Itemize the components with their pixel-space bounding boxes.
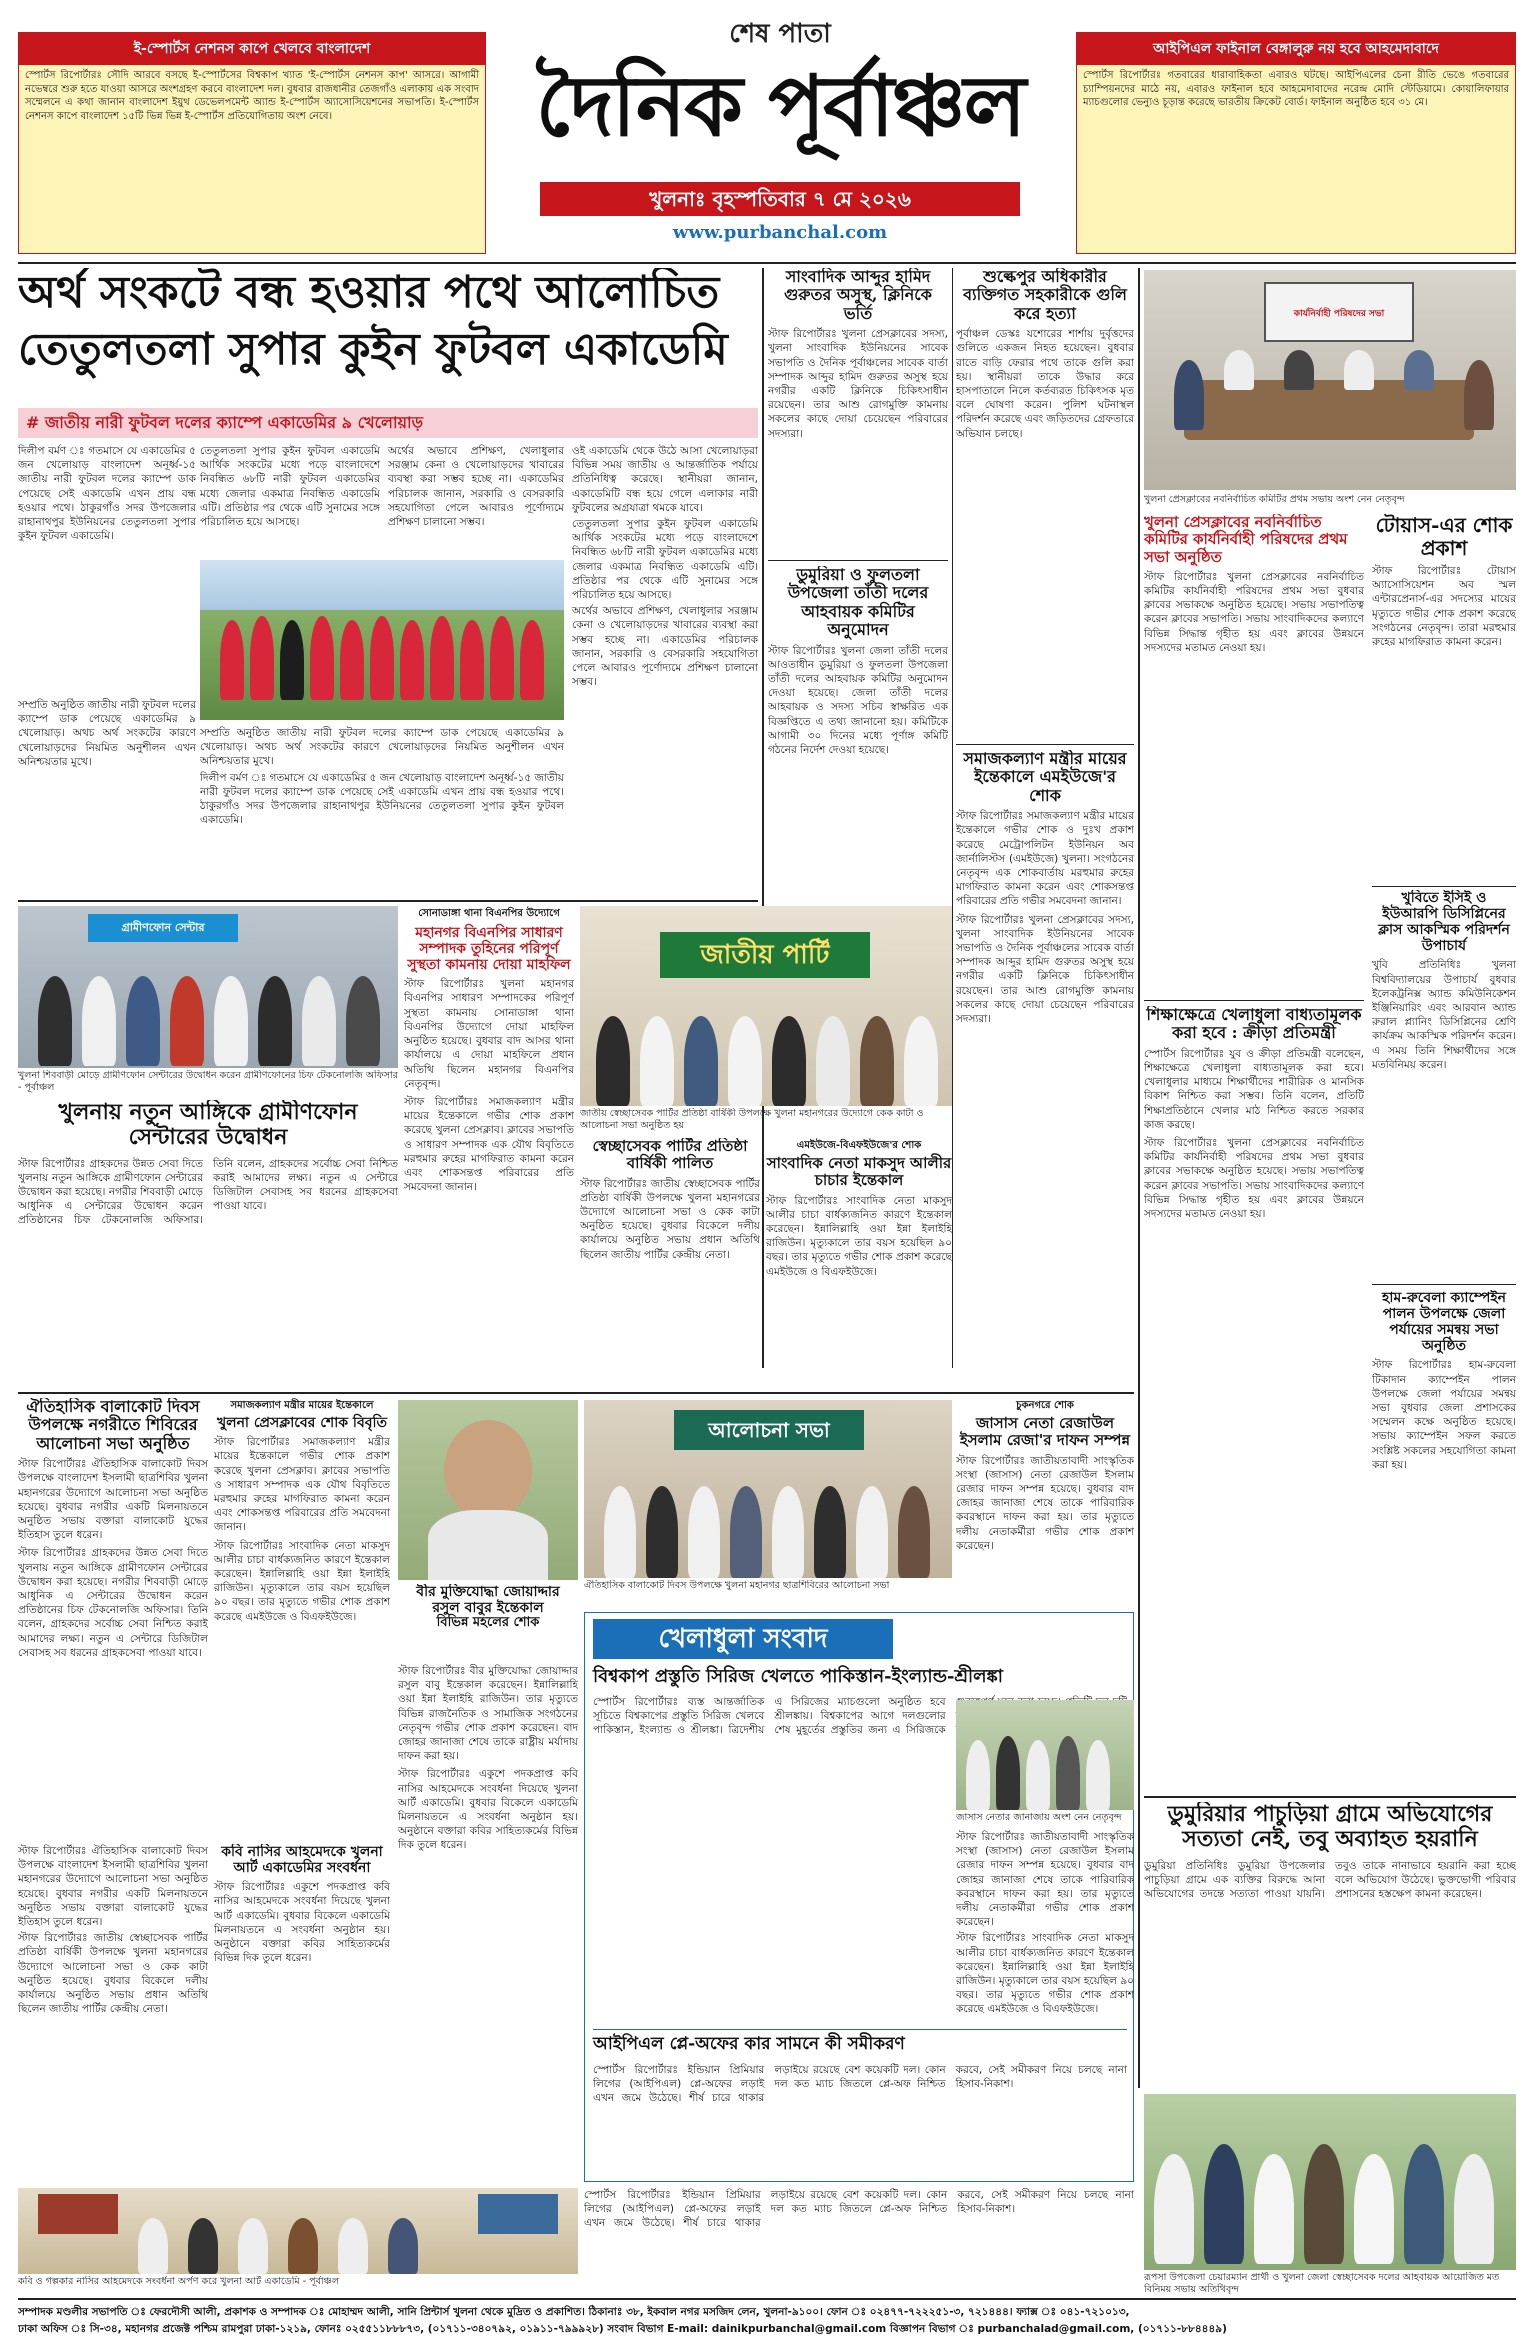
right-story-3 bbox=[1372, 890, 1516, 1280]
story-shibir-headline: ঐতিহাসিক বালাকোট দিবস উপলক্ষে নগরীতে শিবিরের আলোচনা সভা অনুষ্ঠিত bbox=[26, 1398, 200, 1453]
shibir-photo-caption: ঐতিহাসিক বালাকোট দিবস উপলক্ষে খুলনা মহানগর ছাত্রশিবিরের আলোচনা সভা bbox=[584, 1580, 890, 1591]
right-rule-4 bbox=[1144, 1796, 1516, 1798]
right-story-6 bbox=[1144, 1802, 1516, 2092]
story-grameen bbox=[18, 1100, 398, 1390]
team-photo bbox=[200, 560, 564, 720]
col4-story-2-body: স্টাফ রিপোর্টারঃ সমাজকল্যাণ মন্ত্রীর মায়ের ইন্তেকালে গভীর শোক ও দুঃখ প্রকাশ করেছে মেট্রোপলিটন ইউনিয়ন অব জার্নালিস্টস (এমইউজে) খুলনা। সংগঠনের নেতৃবৃন্দ এক শোকবার্তায় মরহুমার রুহের মাগফিরাত কামনা করেন এবং শোকসন্তপ্ত পরিবারের প্রতি গভীর সমবেদনা জানান। bbox=[956, 810, 1134, 908]
lead-paragraph: সম্প্রতি অনুষ্ঠিত জাতীয় নারী ফুটবল দলের ক্যাম্পে ডাক পেয়েছে একাডেমির ৯ খেলোয়াড়। অথচ অর্থ সংকটের কারণে খেলোয়াড়দের নিয়মিত অনুশীলন এখন অনিশ্চয়তার মুখে। bbox=[200, 727, 564, 768]
sports-header-bar bbox=[593, 1619, 893, 1659]
story-nasir-headline: কবি নাসির আহমেদকে খুলনা আর্ট একাডেমির সংবর্ধনা bbox=[221, 1844, 383, 1877]
story-nasir-body: স্টাফ রিপোর্টারঃ একুশে পদকপ্রাপ্ত কবি নাসির আহমেদকে সংবর্ধনা দিয়েছে খুলনা আর্ট একাডেমি। বুধবার বিকেলে একাডেমি মিলনায়তনে এ সংবর্ধনা অনুষ্ঠান হয়। অনুষ্ঠানে বক্তারা কবির সাহিত্যকর্মের বিভিন্ন দিক তুলে ধরেন। bbox=[214, 1881, 390, 1965]
dateline: খুলনাঃ বৃহস্পতিবার ৭ মে ২০২৬ bbox=[649, 187, 911, 211]
sports-story-1-body: স্পোর্টস রিপোর্টারঃ ব্যস্ত আন্তর্জাতিক সূচিতে বিশ্বকাপের প্রস্তুতি সিরিজ খেলবে পাকিস্তান, ইংল্যান্ড ও শ্রীলঙ্কা। ত্রিদেশীয় এ সিরিজের ম্যাচগুলো অনুষ্ঠিত হবে শ্রীলঙ্কায়। বিশ্বকাপের আগে দলগুলোর শেষ মুহূর্তের প্রস্তুতির জন্য এ সিরিজকে bbox=[593, 1696, 946, 1737]
story-sonadanga-body: স্টাফ রিপোর্টারঃ খুলনা মহানগর বিএনপির সাধারণ সম্পাদকের পরিপূর্ণ সুস্থতা কামনায় সোনাডাঙ্গা থানা বিএনপির উদ্যোগে দোয়া মাহফিল অনুষ্ঠিত হয়েছে। বুধবার বাদ আসর থানা কার্যালয়ে এ দোয়া মাহফিলে প্রধান অতিথি ছিলেন মহানগর বিএনপির নেতৃবৃন্দ। bbox=[404, 978, 574, 1090]
story-shok bbox=[214, 1398, 390, 1838]
right-story-2-headline: টোয়াস-এর শোক প্রকাশ bbox=[1375, 514, 1513, 560]
masthead-right-box bbox=[1076, 32, 1516, 254]
col3-story-2-headline: ডুমুরিয়া ও ফুলতলা উপজেলা তাঁতী দলের আহবায়ক কমিটির অনুমোদন bbox=[787, 566, 929, 640]
right-story-4 bbox=[1144, 1006, 1364, 1646]
story-shibir-cont-text: স্টাফ রিপোর্টারঃ জাতীয় স্বেচ্ছাসেবক পার্টির প্রতিষ্ঠা বার্ষিকী উপলক্ষে খুলনা মহানগরের উদ্যোগে আলোচনা সভা ও কেক কাটা অনুষ্ঠিত হয়েছে। বুধবার বিকেলে দলীয় কার্যালয়ে অনুষ্ঠিত সভায় প্রধান অতিথি ছিলেন জাতীয় পার্টির কেন্দ্রীয় নেতা। bbox=[18, 1932, 208, 2016]
portrait-caption-3: বিভিন্ন মহলের শোক bbox=[436, 1615, 540, 1631]
lead-paragraph: দিলীপ বর্মণ ঃ গতমাসে যে একাডেমির ৫ জন খেলোয়াড় বাংলাদেশ অনূর্ধ্ব-১৫ জাতীয় নারী ফুটবল দলের ক্যাম্পে ডাক পেয়েছে সেই একাডেমি এখন প্রায় বন্ধ হওয়ার পথে। ঠাকুরগাঁও সদর উপজেলার রাহানাথপুর ইউনিয়নের তেতুলতলা সুপার কুইন ফুটবল একাডেমি। bbox=[18, 445, 196, 543]
footer-line-2: ঢাকা অফিস ঃ সি-৩৪, মহানগর প্রজেক্ট পশ্চিম রামপুরা ঢাকা-১২১৯, ফোনঃ ০২৫৫১১৮৮৮৭৩, (০১৭১১-৩৪০৭৯২, ০১৯১১-৭৯৯৯২৮) সংবাদ বিভাগ E-mail: dainikpurbanchal@gmail.com বিজ্ঞাপন বিভাগ ঃ purbanchalad@gmail.com, (০১৭১১-৮৮৪৪৪৯) bbox=[18, 2323, 1227, 2335]
jp-photo bbox=[580, 906, 952, 1106]
sports-below bbox=[584, 2188, 1134, 2288]
shibir-photo bbox=[584, 1400, 952, 1578]
banner-text: আলোচনা সভা bbox=[708, 1418, 830, 1442]
middle-row-rule bbox=[18, 1392, 1134, 1394]
jasas-photo bbox=[956, 1700, 1134, 1810]
screen-text: কার্যনির্বাহী পরিষদের সভা bbox=[1293, 309, 1385, 319]
footer bbox=[18, 2304, 1516, 2344]
grameen-photo-caption: খুলনা শিববাড়ী মোড়ে গ্রামীণফোন সেন্টারের উদ্বোধন করেন গ্রামীণফোনের চিফ টেকনোলজি অফিসার - পূর্বাঞ্চল bbox=[18, 1070, 398, 1093]
right-story-1-body: স্টাফ রিপোর্টারঃ খুলনা প্রেসক্লাবের নবনির্বাচিত কমিটির কার্যনির্বাহী পরিষদের প্রথম সভা বুধবার ক্লাবের সভাকক্ষে অনুষ্ঠিত হয়েছে। সভায় সভাপতিত্ব করেন ক্লাবের সভাপতি। সভায় সাংবাদিকদের কল্যাণে বিভিন্ন সিদ্ধান্ত গৃহীত হয় এবং ক্লাবের উন্নয়নে সদস্যদের মতামত নেওয়া হয়। bbox=[1144, 570, 1364, 654]
lead-rule-right bbox=[762, 268, 764, 1368]
story-shok-kicker: সমাজকল্যাণ মন্ত্রীর মায়ের ইন্তেকালে bbox=[230, 1400, 374, 1411]
story-shibir-cont bbox=[18, 1844, 208, 2184]
right-story-4-headline: শিক্ষাক্ষেত্রে খেলাধুলা বাধ্যতামূলক করা হবে : ক্রীড়া প্রতিমন্ত্রী bbox=[1146, 1006, 1362, 1043]
story-shibir-body: স্টাফ রিপোর্টারঃ গ্রাহকদের উন্নত সেবা দিতে খুলনায় নতুন আঙ্গিকে গ্রামীণফোন সেন্টারের উদ্বোধন করা হয়েছে। নগরীর শিববাড়ী মোড়ে আধুনিক এ সেন্টারের উদ্বোধন করেন প্রতিষ্ঠানের চিফ টেকনোলজি অফিসার। তিনি বলেন, গ্রাহকদের সর্বোচ্চ সেবা নিশ্চিত করাই আমাদের লক্ষ্য। নতুন এ সেন্টারে ডিজিটাল সেবাসহ সব ধরনের গ্রাহকসেবা পাওয়া যাবে। bbox=[18, 1547, 208, 1659]
left-box-headline: ই-স্পোর্টস নেশনস কাপে খেলবে বাংলাদেশ bbox=[19, 33, 485, 65]
grameen-photo bbox=[18, 906, 398, 1068]
art-academy-photo bbox=[18, 2188, 578, 2274]
col4-story-2 bbox=[956, 750, 1134, 1370]
lead-subhead bbox=[18, 408, 758, 438]
story-grameen-body: স্টাফ রিপোর্টারঃ গ্রাহকদের উন্নত সেবা দিতে খুলনায় নতুন আঙ্গিকে গ্রামীণফোন সেন্টারের উদ্বোধন করা হয়েছে। নগরীর শিববাড়ী মোড়ে আধুনিক এ সেন্টারের উদ্বোধন করেন প্রতিষ্ঠানের চিফ টেকনোলজি অফিসার। তিনি বলেন, গ্রাহকদের সর্বোচ্চ সেবা নিশ্চিত করাই আমাদের লক্ষ্য। নতুন এ সেন্টারে ডিজিটাল সেবাসহ সব ধরনের গ্রাহকসেবা পাওয়া যাবে। bbox=[18, 1157, 398, 1227]
story-mujib bbox=[766, 1138, 952, 1386]
col3-rule bbox=[768, 560, 948, 561]
right-story-6-headline: ডুমুরিয়ার পাচুড়িয়া গ্রামে অভিযোগের সত্যতা নেই, তবু অব্যাহত হয়রানি bbox=[1167, 1802, 1493, 1853]
story-mujib-body: স্টাফ রিপোর্টারঃ সাংবাদিক নেতা মাকসুদ আলীর চাচা বার্ধক্যজনিত কারণে ইন্তেকাল করেছেন। ইন্নালিল্লাহি ওয়া ইন্না ইলাইহি রাজিউন। মৃত্যুকালে তার বয়স হয়েছিল ৯০ বছর। তার মৃত্যুতে গভীর শোক প্রকাশ করেছে এমইউজে ও বিএফইউজে। bbox=[766, 1194, 952, 1278]
right-story-4-body: স্পোর্টস রিপোর্টারঃ যুব ও ক্রীড়া প্রতিমন্ত্রী বলেছেন, শিক্ষাক্ষেত্রে খেলাধুলা বাধ্যতামূলক করা হবে। খেলাধুলার মাধ্যমে শিক্ষার্থীদের শারীরিক ও মানসিক বিকাশ নিশ্চিত করা সম্ভব। তিনি বলেন, প্রতিটি শিক্ষাপ্রতিষ্ঠানে খেলার মাঠ নিশ্চিত করতে সরকার কাজ করছে। bbox=[1144, 1047, 1364, 1131]
sports-story-1-headline: বিশ্বকাপ প্রস্তুতি সিরিজ খেলতে পাকিস্তান-ইংল্যান্ড-শ্রীলঙ্কা bbox=[593, 1666, 1004, 1687]
col3-story-1 bbox=[768, 268, 948, 554]
story-jasas-body: স্টাফ রিপোর্টারঃ জাতীয়তাবাদী সাংস্কৃতিক সংস্থা (জাসাস) নেতা রেজাউল ইসলাম রেজার দাফন সম্পন্ন হয়েছে। বুধবার বাদ জোহর জানাজা শেষে তাকে পারিবারিক কবরস্থানে দাফন করা হয়। তার মৃত্যুতে দলীয় নেতাকর্মীরা গভীর শোক প্রকাশ করেছেন। bbox=[956, 1454, 1134, 1552]
right-story-1 bbox=[1144, 514, 1364, 994]
lead-body-col-4 bbox=[572, 444, 758, 896]
story-jasas-cont bbox=[956, 1830, 1134, 2184]
lead-paragraph: তেতুলতলা সুপার কুইন ফুটবল একাডেমি আর্থিক সংকটের মধ্যে পড়ে বাংলাদেশে নিবন্ধিত ৬৮টি নারী ফুটবল একাডেমির মধ্যে জেলার একমাত্র নিবন্ধিত একাডেমি এটি। প্রতিষ্ঠার পর থেকে এটি সুনামের সঙ্গে পরিচালিত হয়ে আসছে। bbox=[200, 445, 380, 529]
story-shibir-body: স্টাফ রিপোর্টারঃ ঐতিহাসিক বালাকোট দিবস উপলক্ষে বাংলাদেশ ইসলামী ছাত্রশিবির খুলনা মহানগরের উদ্যোগে আলোচনা সভা অনুষ্ঠিত হয়েছে। বুধবার নগরীর একটি মিলনায়তনে অনুষ্ঠিত সভায় বক্তারা বালাকোট যুদ্ধের ইতিহাস তুলে ধরেন। bbox=[18, 1458, 208, 1542]
jp-banner-text: জাতীয় পার্টি bbox=[700, 940, 830, 970]
section-title: শেষ পাতা bbox=[729, 19, 831, 49]
story-babu bbox=[398, 1664, 578, 2184]
jp-photo-caption: জাতীয় স্বেচ্ছাসেবক পার্টির প্রতিষ্ঠা বার্ষিকী উপলক্ষে খুলনা মহানগরের উদ্যোগে কেক কাটা ও আলোচনা সভা অনুষ্ঠিত হয় bbox=[580, 1108, 924, 1131]
story-sonadanga-kicker: সোনাডাঙ্গা থানা বিএনপির উদ্যোগে bbox=[418, 908, 560, 919]
col4-story-2-headline: সমাজকল্যাণ মন্ত্রীর মায়ের ইন্তেকালে এমইউজে'র শোক bbox=[963, 750, 1127, 805]
lead-body-col-1 bbox=[18, 444, 196, 690]
story-shibir bbox=[18, 1398, 208, 1838]
dateline-bar bbox=[540, 182, 1020, 216]
lead-body-col-5 bbox=[200, 726, 564, 896]
story-jasas-cont-text: স্টাফ রিপোর্টারঃ জাতীয়তাবাদী সাংস্কৃতিক সংস্থা (জাসাস) নেতা রেজাউল ইসলাম রেজার দাফন সম্পন্ন হয়েছে। বুধবার বাদ জোহর জানাজা শেষে তাকে পারিবারিক কবরস্থানে দাফন করা হয়। তার মৃত্যুতে দলীয় নেতাকর্মীরা গভীর শোক প্রকাশ করেছেন। bbox=[956, 1831, 1134, 1929]
footer-rule bbox=[18, 2298, 1516, 2300]
right-story-4-body: স্টাফ রিপোর্টারঃ খুলনা প্রেসক্লাবের নবনির্বাচিত কমিটির কার্যনির্বাহী পরিষদের প্রথম সভা বুধবার ক্লাবের সভাকক্ষে অনুষ্ঠিত হয়েছে। সভায় সভাপতিত্ব করেন ক্লাবের সভাপতি। সভায় সাংবাদিকদের কল্যাণে বিভিন্ন সিদ্ধান্ত গৃহীত হয় এবং ক্লাবের উন্নয়নে সদস্যদের মতামত নেওয়া হয়। bbox=[1144, 1137, 1364, 1221]
portrait-caption-1: বীর মুক্তিযোদ্ধা জোয়াদ্দার bbox=[416, 1584, 560, 1600]
col4-story-1-body: পূর্বাঞ্চল ডেস্কঃ যশোরের শার্শায় দুর্বৃত্তদের গুলিতে একজন নিহত হয়েছেন। বুধবার রাতে বাড়ি ফেরার পথে তাকে গুলি করা হয়। স্থানীয়রা তাকে উদ্ধার করে হাসপাতালে নিলে কর্তব্যরত চিকিৎসক মৃত বলে ঘোষণা করেন। পুলিশ ঘটনাস্থল পরিদর্শন করেছে এবং জড়িতদের গ্রেফতারে অভিযান চলছে। bbox=[956, 328, 1134, 440]
sports-story-2-headline: আইপিএল প্লে-অফের কার সামনে কী সমীকরণ bbox=[593, 2034, 905, 2054]
pressclub-photo-caption: খুলনা প্রেসক্লাবের নবনির্বাচিত কমিটির প্রথম সভায় অংশ নেন নেতৃবৃন্দ bbox=[1144, 494, 1405, 505]
col4-story-1-headline: শুল্কেপুর অধিকারীর ব্যক্তিগত সহকারীকে গুলি করে হত্যা bbox=[963, 268, 1127, 323]
lead-body-col-3 bbox=[388, 444, 564, 554]
right-left-rule bbox=[1138, 268, 1140, 2088]
sports-below-text: স্পোর্টস রিপোর্টারঃ ইন্ডিয়ান প্রিমিয়ার লিগের (আইপিএল) প্লে-অফের লড়াই এখন জমে উঠেছে। শীর্ষ চারে থাকার লড়াইয়ে রয়েছে বেশ কয়েকটি দল। কোন দল কত ম্যাচ জিতলে প্লে-অফ নিশ্চিত করবে, সেই সমীকরণ নিয়ে চলছে নানা হিসাব-নিকাশ। bbox=[584, 2189, 1134, 2230]
story-mujib-headline: সাংবাদিক নেতা মাকসুদ আলীর চাচার ইন্তেকাল bbox=[766, 1154, 952, 1190]
pressclub-photo bbox=[1144, 270, 1516, 490]
right-story-2 bbox=[1372, 514, 1516, 884]
lead-paragraph: সম্প্রতি অনুষ্ঠিত জাতীয় নারী ফুটবল দলের ক্যাম্পে ডাক পেয়েছে একাডেমির ৯ খেলোয়াড়। অথচ অর্থ সংকটের কারণে খেলোয়াড়দের নিয়মিত অনুশীলন এখন অনিশ্চয়তার মুখে। bbox=[18, 699, 196, 768]
right-rule-3 bbox=[1372, 1284, 1516, 1285]
col3-story-1-body: স্টাফ রিপোর্টারঃ খুলনা প্রেসক্লাবের সদস্য, খুলনা সাংবাদিক ইউনিয়নের সাবেক সভাপতি ও দৈনিক পূর্বাঞ্চলের সাবেক বার্তা সম্পাদক আব্দুর হামিদ গুরুতর অসুস্থ হয়ে নগরীর একটি ক্লিনিকে চিকিৎসাধীন রয়েছেন। তার আশু রোগমুক্তি কামনায় সকলের কাছে দোয়া চেয়েছেন পরিবারের সদস্যরা। bbox=[768, 328, 948, 440]
jasas-photo-caption: জাসাস নেতার জানাজায় অংশ নেন নেতৃবৃন্দ bbox=[956, 1812, 1122, 1823]
masthead-rule bbox=[18, 262, 1516, 264]
right-story-3-body: খুবি প্রতিনিধিঃ খুলনা বিশ্ববিদ্যালয়ের উপাচার্য বুধবার ইলেকট্রনিক্স অ্যান্ড কমিউনিকেশন ইঞ্জিনিয়ারিং এবং আরবান অ্যান্ড রুরাল প্ল্যানিং ডিসিপ্লিনের শ্রেণি কার্যক্রম আকস্মিক পরিদর্শন করেন। এ সময় তিনি শিক্ষার্থীদের সঙ্গে মতবিনিময় করেন। bbox=[1372, 959, 1516, 1071]
lead-paragraph: ওই একাডেমি থেকে উঠে আসা খেলোয়াড়রা বিভিন্ন সময় জাতীয় ও আন্তর্জাতিক পর্যায়ে প্রতিনিধিত্ব করেছে। স্থানীয়রা জানান, একাডেমিটি বন্ধ হয়ে গেলে এলাকার নারী ফুটবলের অগ্রযাত্রা থমকে যাবে। bbox=[572, 445, 758, 514]
lead-paragraph: অর্থের অভাবে প্রশিক্ষণ, খেলাধুলার সরঞ্জাম কেনা ও খেলোয়াড়দের খাবারের ব্যবস্থা করা সম্ভব হচ্ছে না। একাডেমির পরিচালক জানান, সরকারি ও বেসরকারি সহযোগিতা পেলে আবারও পূর্ণোদ্যমে প্রশিক্ষণ চালানো সম্ভব। bbox=[388, 445, 564, 529]
story-shok-headline: খুলনা প্রেসক্লাবের শোক বিবৃতি bbox=[216, 1415, 388, 1431]
story-jasas-kicker: চুকনগরে শোক bbox=[1016, 1400, 1074, 1411]
right-story-5 bbox=[1372, 1290, 1516, 1790]
lead-body-col-2 bbox=[200, 444, 380, 554]
left-box-body: স্পোর্টস রিপোর্টারঃ সৌদি আরবে বসছে ই-স্পোর্টসের বিশ্বকাপ খ্যাত 'ই-স্পোর্টস নেশনস কাপ' আসরে। আগামী নভেম্বরে শুরু হতে যাওয়া আসরে অংশগ্রহণ করবে বাংলাদেশ দল। বুধবার রাজধানীর তেজগাঁও এলাকায় এক সংবাদ সম্মেলনে এ কথা জানান বাংলাদেশ ইয়ুথ ডেভেলপমেন্ট অ্যান্ড ই-স্পোর্টস অ্যাসোসিয়েশনের সভাপতি। ই-স্পোর্টস নেশনস কাপে বাংলাদেশ ১৫টি ভিন্ন ভিন্ন ই-স্পোর্টস প্রতিযোগিতায় অংশ নেবে। bbox=[25, 70, 479, 122]
story-grameen-headline: খুলনায় নতুন আঙ্গিকে গ্রামীণফোন সেন্টারের উদ্বোধন bbox=[58, 1100, 358, 1151]
lead-headline-2: তেতুলতলা সুপার কুইন ফুটবল একাডেমি bbox=[18, 323, 728, 375]
story-shok-body: স্টাফ রিপোর্টারঃ সমাজকল্যাণ মন্ত্রীর মায়ের ইন্তেকালে গভীর শোক প্রকাশ করেছে খুলনা প্রেসক্লাব। ক্লাবের সভাপতি ও সাধারণ সম্পাদক এক যৌথ বিবৃতিতে মরহুমার রুহের মাগফিরাত কামনা করেন এবং শোকসন্তপ্ত পরিবারের প্রতি সমবেদনা জানান। bbox=[214, 1436, 390, 1534]
rupsha-photo-caption: রূপসা উপজেলা চেয়ারম্যান প্রার্থী ও খুলনা জেলা স্বেচ্ছাসেবক দলের আহবায়ক আয়োজিত মত বিনিময় সভায় অতিথিবৃন্দ bbox=[1144, 2272, 1500, 2295]
story-sonadanga-headline: মহানগর বিএনপির সাধারণ সম্পাদক তুহিনের পরিপূর্ণ সুস্থতা কামনায় দোয়া মাহফিল bbox=[407, 925, 571, 974]
right-rule-2 bbox=[1144, 1000, 1364, 1001]
sports-header: খেলাধুলা সংবাদ bbox=[658, 1624, 828, 1654]
lead-paragraph: তেতুলতলা সুপার কুইন ফুটবল একাডেমি আর্থিক সংকটের মধ্যে পড়ে বাংলাদেশে নিবন্ধিত ৬৮টি নারী ফুটবল একাডেমির মধ্যে জেলার একমাত্র নিবন্ধিত একাডেমি এটি। প্রতিষ্ঠার পর থেকে এটি সুনামের সঙ্গে পরিচালিত হয়ে আসছে। bbox=[572, 518, 758, 602]
portrait-photo bbox=[398, 1400, 578, 1580]
portrait-caption bbox=[398, 1584, 578, 1660]
lead-body-col-1b bbox=[18, 698, 196, 896]
newspaper-title: দৈনিক পূর্বাঞ্চল bbox=[535, 55, 1025, 155]
col4-rule bbox=[956, 744, 1134, 745]
story-shibir-cont-text: স্টাফ রিপোর্টারঃ ঐতিহাসিক বালাকোট দিবস উপলক্ষে বাংলাদেশ ইসলামী ছাত্রশিবির খুলনা মহানগরের উদ্যোগে আলোচনা সভা অনুষ্ঠিত হয়েছে। বুধবার নগরীর একটি মিলনায়তনে অনুষ্ঠিত সভায় বক্তারা বালাকোট যুদ্ধের ইতিহাস তুলে ধরেন। bbox=[18, 1845, 208, 1929]
right-story-5-headline: হাম-রুবেলা ক্যাম্পেইন পালন উপলক্ষে জেলা পর্যায়ের সমন্বয় সভা অনুষ্ঠিত bbox=[1382, 1290, 1506, 1355]
col3-story-2 bbox=[768, 566, 948, 892]
story-jp bbox=[580, 1138, 760, 1386]
col3-story-2-body: স্টাফ রিপোর্টারঃ খুলনা জেলা তাঁতী দলের আওতাধীন ডুমুরিয়া ও ফুলতলা উপজেলা তাঁতী দলের আহবায়ক কমিটির অনুমোদন দেওয়া হয়েছে। জেলা তাঁতী দলের আহবায়ক ও সদস্য সচিব স্বাক্ষরিত এক বিজ্ঞপ্তিতে এ তথ্য জানানো হয়। কমিটিকে আগামী ৩০ দিনের মধ্যে পূর্ণাঙ্গ কমিটি গঠনের নির্দেশ দেওয়া হয়েছে। bbox=[768, 644, 948, 756]
story-shok-body: স্টাফ রিপোর্টারঃ সাংবাদিক নেতা মাকসুদ আলীর চাচা বার্ধক্যজনিত কারণে ইন্তেকাল করেছেন। ইন্নালিল্লাহি ওয়া ইন্না ইলাইহি রাজিউন। মৃত্যুকালে তার বয়স হয়েছিল ৯০ বছর। তার মৃত্যুতে গভীর শোক প্রকাশ করেছে এমইউজে ও বিএফইউজে। bbox=[214, 1539, 390, 1623]
story-jp-headline: স্বেচ্ছাসেবক পার্টির প্রতিষ্ঠা বার্ষিকী পালিত bbox=[592, 1138, 748, 1173]
right-story-3-headline: খুবিতে ইসিই ও ইউআরপি ডিসিপ্লিনের ক্লাস আকস্মিক পরিদর্শন উপাচার্য bbox=[1378, 890, 1510, 955]
story-jasas-cont-text: স্টাফ রিপোর্টারঃ সাংবাদিক নেতা মাকসুদ আলীর চাচা বার্ধক্যজনিত কারণে ইন্তেকাল করেছেন। ইন্নালিল্লাহি ওয়া ইন্না ইলাইহি রাজিউন। মৃত্যুকালে তার বয়স হয়েছিল ৯০ বছর। তার মৃত্যুতে গভীর শোক প্রকাশ করেছে এমইউজে ও বিএফইউজে। bbox=[956, 1932, 1134, 2016]
story-sonadanga bbox=[404, 906, 574, 1386]
banner bbox=[674, 1410, 864, 1450]
col4-story-1 bbox=[956, 268, 1134, 738]
lead-subhead-text: # জাতীয় নারী ফুটবল দলের ক্যাম্পে একাডেমির ৯ খেলোয়াড় bbox=[26, 413, 424, 432]
right-box-headline: আইপিএল ফাইনাল বেঙ্গালুরু নয় হবে আহমেদাবাদে bbox=[1077, 33, 1515, 65]
jp-banner bbox=[660, 932, 870, 978]
lead-headline-block bbox=[18, 268, 758, 404]
right-story-1-headline: খুলনা প্রেসক্লাবের নবনির্বাচিত কমিটির কার্যনির্বাহী পরিষদের প্রথম সভা অনুষ্ঠিত bbox=[1144, 514, 1348, 566]
sports-story-2-body: স্পোর্টস রিপোর্টারঃ ইন্ডিয়ান প্রিমিয়ার লিগের (আইপিএল) প্লে-অফের লড়াই এখন জমে উঠেছে। শীর্ষ চারে থাকার লড়াইয়ে রয়েছে বেশ কয়েকটি দল। কোন দল কত ম্যাচ জিতলে প্লে-অফ নিশ্চিত করবে, সেই সমীকরণ নিয়ে চলছে নানা হিসাব-নিকাশ। bbox=[593, 2064, 1127, 2105]
story-babu-body: স্টাফ রিপোর্টারঃ একুশে পদকপ্রাপ্ত কবি নাসির আহমেদকে সংবর্ধনা দিয়েছে খুলনা আর্ট একাডেমি। বুধবার বিকেলে একাডেমি মিলনায়তনে এ সংবর্ধনা অনুষ্ঠান হয়। অনুষ্ঠানে বক্তারা কবির সাহিত্যকর্মের বিভিন্ন দিক তুলে ধরেন। bbox=[398, 1768, 578, 1852]
story-sonadanga-body: স্টাফ রিপোর্টারঃ সমাজকল্যাণ মন্ত্রীর মায়ের ইন্তেকালে গভীর শোক প্রকাশ করেছে খুলনা প্রেসক্লাব। ক্লাবের সভাপতি ও সাধারণ সম্পাদক এক যৌথ বিবৃতিতে মরহুমার রুহের মাগফিরাত কামনা করেন এবং শোকসন্তপ্ত পরিবারের প্রতি সমবেদনা জানান। bbox=[404, 1095, 574, 1194]
right-story-2-body: স্টাফ রিপোর্টারঃ টোয়াস অ্যাসোসিয়েশন অব স্মল এন্টারপ্রেনার্স-এর সদস্যের মায়ের মৃত্যুতে গভীর শোক প্রকাশ করেছে সংগঠনের নেতৃবৃন্দ। তারা মরহুমার রুহের মাগফিরাত কামনা করেন। bbox=[1372, 565, 1516, 649]
rupsha-photo bbox=[1144, 2094, 1516, 2270]
right-story-5-body: স্টাফ রিপোর্টারঃ হাম-রুবেলা টিকাদান ক্যাম্পেইন পালন উপলক্ষে জেলা পর্যায়ের সমন্বয় সভা বুধবার জেলা প্রশাসকের সম্মেলন কক্ষে অনুষ্ঠিত হয়েছে। সভায় ক্যাম্পেইন সফল করতে সংশ্লিষ্ট সকলের সহযোগিতা কামনা করা হয়। bbox=[1372, 1359, 1516, 1471]
grameen-sign-text: গ্রামীণফোন সেন্টার bbox=[121, 921, 205, 934]
story-nasir bbox=[214, 1844, 390, 2184]
art-academy-photo-caption: কবি ও গল্পকার নাসির আহমেদকে সংবর্ধনা অর্পণ করে খুলনা আর্ট একাডেমি - পূর্বাঞ্চল bbox=[18, 2276, 340, 2287]
col4-story-2-body: স্টাফ রিপোর্টারঃ খুলনা প্রেসক্লাবের সদস্য, খুলনা সাংবাদিক ইউনিয়নের সাবেক সভাপতি ও দৈনিক পূর্বাঞ্চলের সাবেক বার্তা সম্পাদক আব্দুর হামিদ গুরুতর অসুস্থ হয়ে নগরীর একটি ক্লিনিকে চিকিৎসাধীন রয়েছেন। তার আশু রোগমুক্তি কামনায় সকলের কাছে দোয়া চেয়েছেন পরিবারের সদস্যরা। bbox=[956, 913, 1134, 1026]
story-mujib-kicker: এমইউজে-বিএফইউজে'র শোক bbox=[796, 1140, 922, 1151]
lead-headline-1: অর্থ সংকটে বন্ধ হওয়ার পথে আলোচিত bbox=[18, 268, 720, 318]
col3-story-1-headline: সাংবাদিক আব্দুর হামিদ গুরুতর অসুস্থ, ক্লিনিকে ভর্তি bbox=[784, 268, 932, 323]
right-story-6-body: ডুমুরিয়া প্রতিনিধিঃ ডুমুরিয়া উপজেলার পাচুড়িয়া গ্রামে এক ব্যক্তির বিরুদ্ধে আনা অভিযোগের তদন্তে সত্যতা পাওয়া যায়নি। তবুও তাকে নানাভাবে হয়রানি করা হচ্ছে বলে অভিযোগ উঠেছে। ভুক্তভোগী পরিবার প্রশাসনের হস্তক্ষেপ কামনা করেছেন। bbox=[1144, 1859, 1516, 1900]
story-babu-body: স্টাফ রিপোর্টারঃ বীর মুক্তিযোদ্ধা জোয়াদ্দার রসুল বাবু ইন্তেকাল করেছেন। ইন্নালিল্লাহি ওয়া ইন্না ইলাইহি রাজিউন। তার মৃত্যুতে বিভিন্ন রাজনৈতিক ও সামাজিক সংগঠনের নেতৃবৃন্দ গভীর শোক প্রকাশ করেছেন। বাদ জোহর জানাজা শেষে তাকে রাষ্ট্রীয় মর্যাদায় দাফন করা হয়। bbox=[398, 1665, 578, 1763]
story-jp-body: স্টাফ রিপোর্টারঃ জাতীয় স্বেচ্ছাসেবক পার্টির প্রতিষ্ঠা বার্ষিকী উপলক্ষে খুলনা মহানগরের উদ্যোগে আলোচনা সভা ও কেক কাটা অনুষ্ঠিত হয়েছে। বুধবার বিকেলে দলীয় কার্যালয়ে অনুষ্ঠিত সভায় প্রধান অতিথি ছিলেন জাতীয় পার্টির কেন্দ্রীয় নেতা। bbox=[580, 1177, 760, 1261]
lead-paragraph: দিলীপ বর্মণ ঃ গতমাসে যে একাডেমির ৫ জন খেলোয়াড় বাংলাদেশ অনূর্ধ্ব-১৫ জাতীয় নারী ফুটবল দলের ক্যাম্পে ডাক পেয়েছে সেই একাডেমি এখন প্রায় বন্ধ হওয়ার পথে। ঠাকুরগাঁও সদর উপজেলার রাহানাথপুর ইউনিয়নের তেতুলতলা সুপার কুইন ফুটবল একাডেমি। bbox=[200, 771, 564, 827]
lead-bottom-rule bbox=[18, 900, 758, 902]
story-jasas-headline: জাসাস নেতা রেজাউল ইসলাম রেজা'র দাফন সম্পন্ন bbox=[959, 1414, 1131, 1450]
lead-paragraph: অর্থের অভাবে প্রশিক্ষণ, খেলাধুলার সরঞ্জাম কেনা ও খেলোয়াড়দের খাবারের ব্যবস্থা করা সম্ভব হচ্ছে না। একাডেমির পরিচালক জানান, সরকারি ও বেসরকারি সহযোগিতা পেলে আবারও পূর্ণোদ্যমে প্রশিক্ষণ চালানো সম্ভব। bbox=[572, 605, 758, 689]
right-rule-1 bbox=[1372, 886, 1516, 887]
portrait-caption-2: রসুল বাবুর ইন্তেকাল bbox=[432, 1600, 544, 1617]
masthead-left-box bbox=[18, 32, 486, 254]
grameen-sign bbox=[88, 914, 238, 942]
right-box-body: স্পোর্টস রিপোর্টারঃ গতবারের ধারাবাহিকতা এবারও ঘটছে। আইপিএলের চেনা রীতি ভেঙে গতবারের চ্যাম্পিয়নদের মাঠে নয়, এবারও ফাইনাল হবে আহমেদাবাদের নরেন্দ্র মোদি স্টেডিয়ামে। কোয়ালিফায়ার ম্যাচগুলোর ভেন্যুও চূড়ান্ত করেছে ভারতীয় ক্রিকেট বোর্ড। ফাইনাল অনুষ্ঠিত হবে ৩১ মে। bbox=[1083, 70, 1509, 109]
col4-left-rule bbox=[952, 268, 953, 1368]
masthead-center bbox=[500, 18, 1060, 268]
footer-line-1: সম্পাদক মণ্ডলীর সভাপতি ঃ ফেরদৌসী আলী, প্রকাশক ও সম্পাদক ঃ মোহাম্মদ আলী, সানি প্রিন্টার্স খুলনা থেকে মুদ্রিত ও প্রকাশিত। ঠিকানাঃ ৩৮, ইকবাল নগর মসজিদ লেন, খুলনা-৯১০০। ফোন ঃ ০২৪৭৭-৭২২২৫১-৩, ৭২১৪৪৪। ফ্যাক্স ঃ ০৪১-৭২১০১৩, bbox=[18, 2306, 1130, 2318]
website[interactable]: www.purbanchal.com bbox=[672, 222, 888, 243]
